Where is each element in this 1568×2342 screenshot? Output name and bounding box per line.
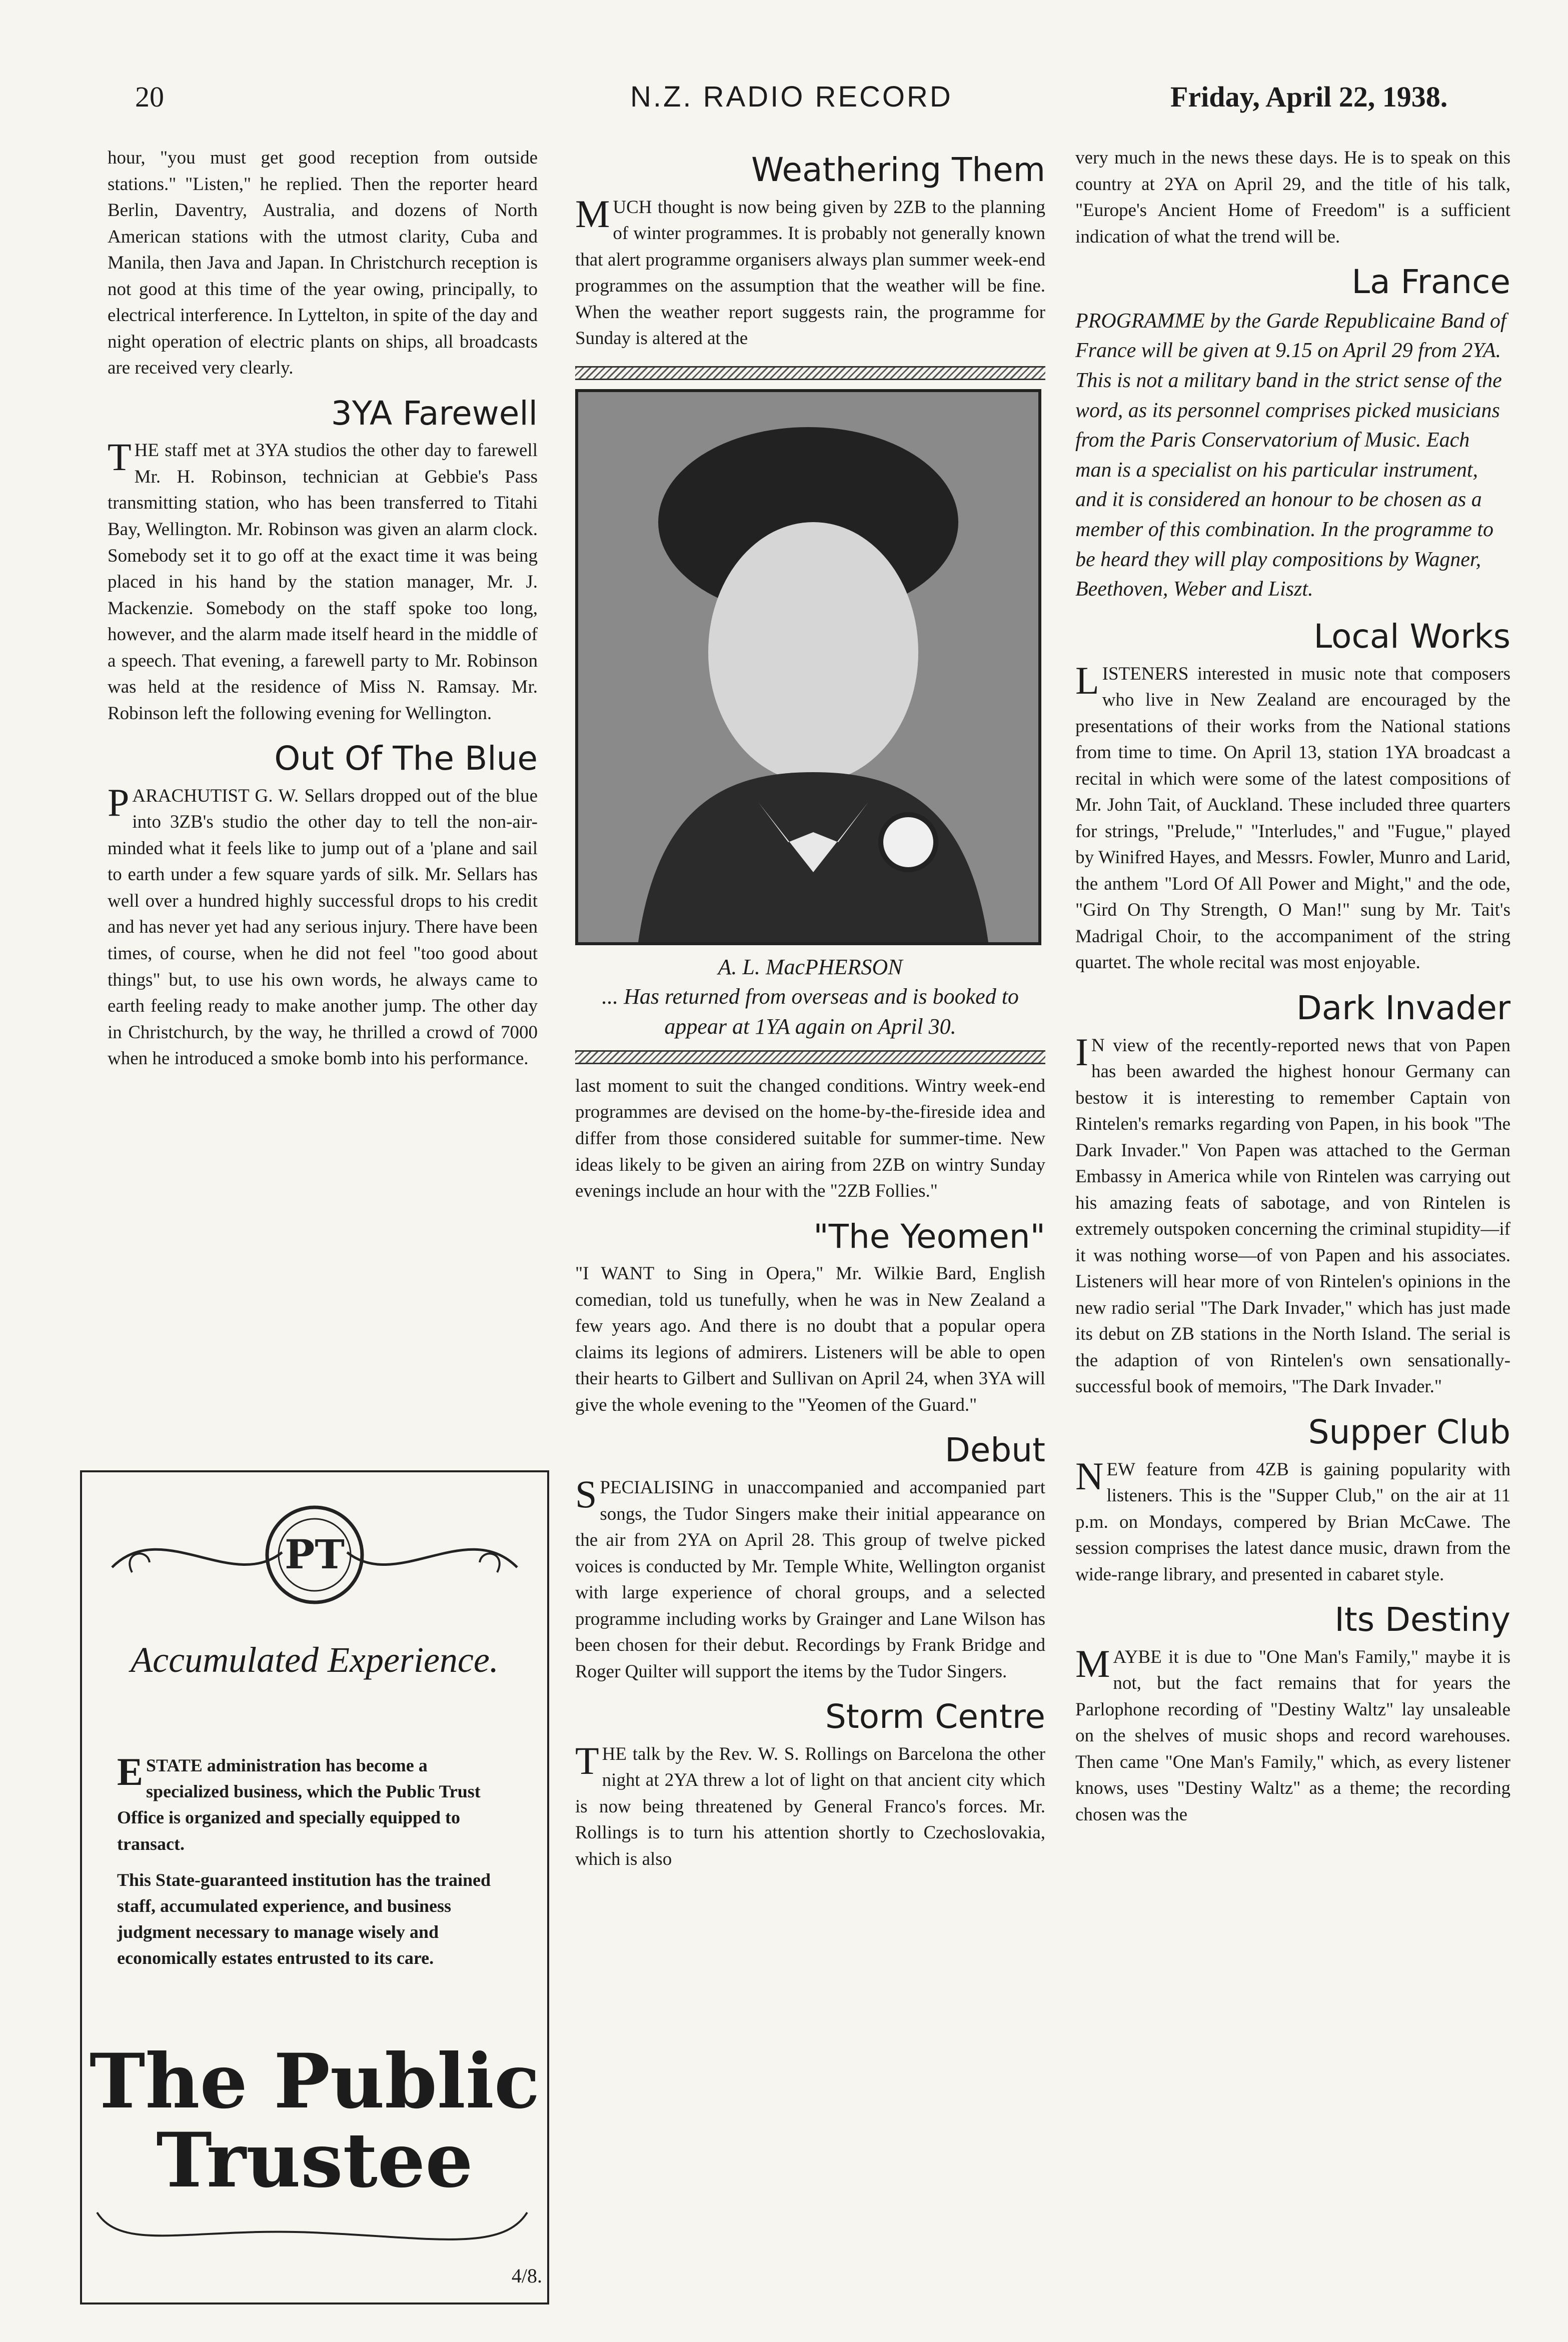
- article-text: [1075, 1641, 1510, 1828]
- article-text: [575, 1738, 1045, 1873]
- drop-cap: N: [1075, 1454, 1104, 1498]
- article-supper-club: [1075, 1414, 1510, 1588]
- drop-cap: T: [108, 435, 132, 479]
- portrait-photo: [575, 389, 1041, 945]
- drop-cap: I: [1075, 1030, 1088, 1074]
- article-body: HE staff met at 3YA studios the other day to farewell Mr. H. Robinson, technician at Gebbie's Pass transmitting station, who has been transferred to Titahi Bay, Wellington. Mr. Robinson was given an alarm clock. Somebody set it to go off at the exact time it was being placed in his hand by the station manager, Mr. J. Mackenzie. Somebody on the staff spoke too long, however, and the alarm made itself heard in the middle of a speech. That evening, a farewell party to Mr. Robinson was held at the residence of Miss N. Ramsay. Mr. Robinson left the following evening for Wellington.: [108, 440, 538, 724]
- article-body: AYBE it is due to "One Man's Family," maybe it is not, but the fact remains that for years the Parlophone recording of "Destiny Waltz" lay unsaleable on the shelves of music shops and record warehouses. Then came "One Man's Family," which, as every listener knows, uses "Destiny Waltz" as a theme; the recording chosen was the: [1075, 1646, 1510, 1825]
- article-continued: [108, 145, 538, 382]
- drop-cap: M: [1075, 1641, 1110, 1685]
- article-dark-invader: [1075, 990, 1510, 1400]
- article-text: [575, 192, 1045, 352]
- article-body: ARACHUTIST G. W. Sellars dropped out of the blue into 3ZB's studio the other day to tell the non-air-minded what it feels like to jump out of a 'plane and sail to earth under a few square yards of silk. Mr. Sellars has well over a hundred highly successful drops to his credit and has never yet had any serious injury. There have been times, of course, when he did not feel "too good about things" but, to use his own words, he always came to earth feeling ready to make another jump. The other day in Christchurch, by the way, he thrilled a crowd of 7000 when he introduced a smoke bomb into his performance.: [108, 785, 538, 1069]
- article-text: [108, 780, 538, 1072]
- article-text: [1075, 1030, 1510, 1400]
- public-trustee-advertisement: [80, 1470, 549, 2304]
- article-heading: Debut: [944, 1431, 1045, 1470]
- article-out-of-the-blue: [108, 741, 538, 1072]
- article-body: N view of the recently-reported news that von Papen has been awarded the highest honour Germany can bestow it is interesting to remember Captain von Rintelen's remarks regarding von Papen, in his book "The Dark Invader." Von Papen was attached to the German Embassy in America while von Rintelen was carrying out his amazing feats of sabotage, and von Rintelen is extremely outspoken concerning the criminal stupidity—if it was nothing worse—of von Papen and his associates. Listeners will hear more of von Rintelen's opinions in the new radio serial "The Dark Invader," which has just made its debut on ZB stations in the North Island. The serial is the adaption of von Rintelen's own sensationally-successful book of memoirs, "The Dark Invader.": [1075, 1035, 1510, 1397]
- article-body: UCH thought is now being given by 2ZB to the planning of winter programmes. It is probably not generally known that alert programme organisers always plan summer week-end programmes on the assumption that the weather will be fine. When the weather report suggests rain, the programme for Sunday is altered at the: [575, 197, 1045, 349]
- article-local-works: [1075, 619, 1510, 976]
- page-number: 20: [135, 81, 164, 113]
- article-heading: 3YA Farewell: [331, 394, 538, 433]
- caption-text: ... Has returned from overseas and is booked to appear at 1YA again on April 30.: [602, 984, 1019, 1039]
- column-right: [1075, 145, 1510, 1842]
- column-middle: [575, 145, 1045, 1886]
- article-text: [108, 435, 538, 727]
- article-text: hour, "you must get good reception from outside stations." "Listen," he replied. Then the reporter heard Berlin, Daventry, Australia, and dozens of North American stations with the utmost clarity, Cuba and Manila, then Java and Japan. In Christchurch reception is not good at this time of the year owing, principally, to electrical interference. In Lyttelton, in spite of the day and night operation of electric plants on ships, all broadcasts are received very clearly.: [108, 148, 538, 379]
- ad-paragraph-1: STATE administration has become a specialized business, which the Public Trust Office is organized and specially equipped to transact.: [117, 1755, 481, 1854]
- drop-cap: L: [1075, 658, 1099, 702]
- article-body: PECIALISING in unaccompanied and accompanied part songs, the Tudor Singers make their initial appearance on the air from 2YA on April 28. This group of twelve picked voices is conducted by Mr. Temple White, Wellington organist with large experience of choral groups, and a selected programme including works by Grainger and Lane Wilson has been chosen for their debut. Recordings by Frank Bridge and Roger Quilter will support the items by the Tudor Singers.: [575, 1477, 1045, 1682]
- article-heading: Supper Club: [1308, 1412, 1510, 1451]
- column-left: [108, 145, 538, 1086]
- decorative-rule: [575, 1050, 1045, 1064]
- publication-title: N.Z. RADIO RECORD: [630, 81, 953, 113]
- drop-cap: M: [575, 192, 610, 236]
- article-text: last moment to suit the changed conditions. Wintry week-end programmes are devised on the home-by-the-fireside idea and differ from those considered suitable for summer-time. New ideas likely to be given an airing from 2ZB on wintry Sunday evenings include an hour with the "2ZB Follies.": [575, 1075, 1045, 1202]
- drop-cap: T: [575, 1738, 599, 1782]
- article-la-france: [1075, 264, 1510, 605]
- article-heading: Local Works: [1313, 617, 1510, 656]
- ad-paragraph-2: This State-guaranteed institution has the trained staff, accumulated experience, and business judgment necessary to manage wisely and economically estates entrusted to its care.: [117, 1869, 491, 1968]
- article-weathering-continued: [575, 1073, 1045, 1205]
- drop-cap: E: [117, 1750, 144, 1793]
- article-body: HE talk by the Rev. W. S. Rollings on Barcelona the other night at 2YA threw a lot of light on that ancient city which is now being threatened by General Franco's forces. Mr. Rollings is to turn his attention shortly to Czechoslovakia, which is also: [575, 1743, 1045, 1869]
- ornament-flourish-icon: [92, 2197, 532, 2257]
- drop-cap: P: [108, 780, 130, 824]
- issue-date: Friday, April 22, 1938.: [1170, 81, 1448, 113]
- article-body: EW feature from 4ZB is gaining popularity with listeners. This is the "Supper Club," on the air at 11 p.m. on Mondays, compered by Brian McCawe. The session comprises the latest dance music, drawn from the wide-range library, and presented in cabaret style.: [1075, 1459, 1510, 1585]
- decorative-rule: [575, 366, 1045, 380]
- article-heading: Storm Centre: [825, 1697, 1045, 1736]
- article-heading: Out Of The Blue: [274, 739, 538, 778]
- article-heading: Weathering Them: [751, 151, 1045, 189]
- article-its-destiny: [1075, 1602, 1510, 1828]
- article-text: "I WANT to Sing in Opera," Mr. Wilkie Bard, English comedian, told us tunefully, when he was in New Zealand a few years ago. And there is no doubt that a popular opera claims its legions of admirers. Listeners will be able to open their hearts to Gilbert and Sullivan on April 24, when 3YA will give the whole evening to the "Yeomen of the Guard.": [575, 1263, 1045, 1415]
- article-body: ISTENERS interested in music note that composers who live in New Zealand are encouraged by the presentations of their works from the National stations from time to time. On April 13, station 1YA broadcast a recital in which were some of the latest compositions of Mr. John Tait, of Auckland. These included three quarters for strings, "Prelude," "Interludes," and "Fugue," played by Winifred Hayes, and Messrs. Fowler, Munro and Larid, the anthem "Lord Of All Power and Might," and the ode, "Gird On Thy Strength, O Man!" sung by Mr. Tait's Madrigal Choir, to the accompaniment of the string quartet. The whole recital was most enjoyable.: [1075, 663, 1510, 973]
- article-weathering-them: [575, 152, 1045, 352]
- article-3ya-farewell: [108, 396, 538, 727]
- photo-caption: [575, 952, 1045, 1041]
- caption-name: A. L. MacPHERSON: [718, 954, 903, 979]
- article-the-yeomen: [575, 1219, 1045, 1419]
- article-text: very much in the news these days. He is to speak on this country at 2YA on April 29, and the title of his talk, "Europe's Ancient Home of Freedom" is a sufficient indication of what the trend will be.: [1075, 148, 1510, 247]
- article-heading: Dark Invader: [1296, 988, 1510, 1027]
- ornament-swirl-icon: [102, 1497, 527, 1617]
- portrait-figure-icon: [578, 392, 1038, 942]
- ad-body: [117, 1752, 512, 1981]
- article-storm-continued: [1075, 145, 1510, 250]
- article-storm-centre: [575, 1699, 1045, 1872]
- article-debut: [575, 1432, 1045, 1685]
- article-text: [1075, 1454, 1510, 1588]
- article-text: [575, 1472, 1045, 1685]
- article-heading: "The Yeomen": [813, 1217, 1045, 1256]
- ad-reference-code: 4/8.: [511, 2264, 542, 2287]
- drop-cap: S: [575, 1472, 597, 1516]
- article-heading: La France: [1351, 263, 1510, 302]
- article-heading: Its Destiny: [1334, 1600, 1510, 1639]
- article-text: PROGRAMME by the Garde Republicaine Band of France will be given at 9.15 on April 29 from 2YA. This is not a military band in the strict sense of the word, as its personnel comprises picked musicians from the Paris Conservatorium of Music. Each man is a specialist on his particular instrument, and it is considered an honour to be chosen as a member of this combination. In the programme to be heard they will play compositions by Wagner, Beethoven, Weber and Liszt.: [1075, 309, 1506, 601]
- ad-title: Accumulated Experience.: [131, 1640, 499, 1680]
- ad-organisation-name: The Public Trustee: [89, 2037, 540, 2204]
- emblem-monogram: PT: [285, 1531, 345, 1578]
- article-text: [1075, 658, 1510, 976]
